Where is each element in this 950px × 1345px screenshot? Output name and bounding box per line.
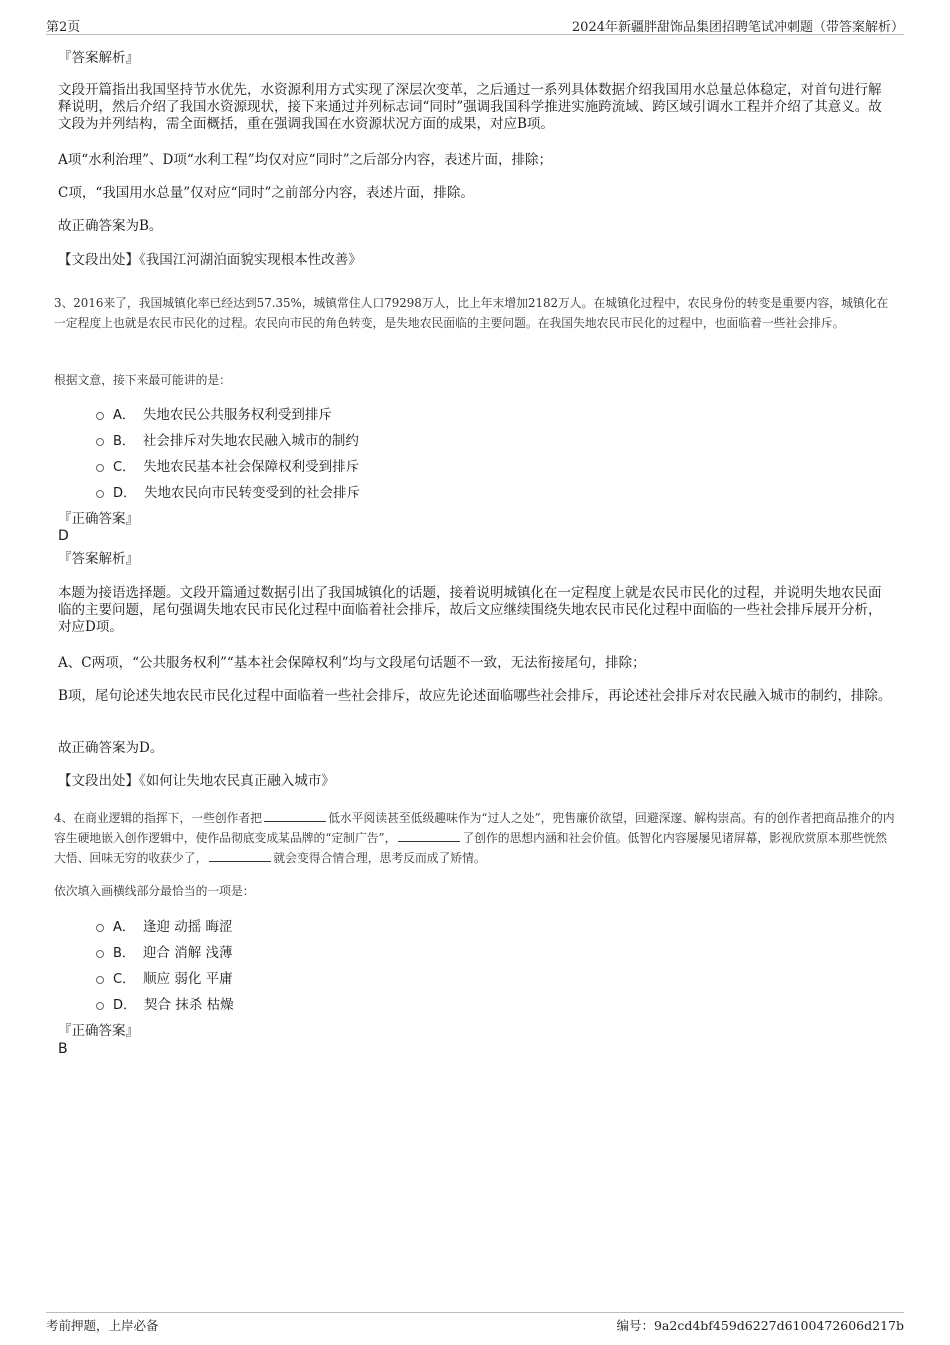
source-citation: 【文段出处】《我国江河湖泊面貌实现根本性改善》 bbox=[58, 252, 362, 268]
radio-icon[interactable] bbox=[96, 924, 104, 932]
option-d[interactable]: D． 失地农民向市民转变受到的社会排斥 bbox=[96, 478, 360, 504]
option-b[interactable]: B． 社会排斥对失地农民融入城市的制约 bbox=[96, 426, 360, 452]
option-a[interactable]: A． 失地农民公共服务权利受到排斥 bbox=[96, 400, 360, 426]
analysis-paragraph: A项“水利治理”、D项“水利工程”均仅对应“同时”之后部分内容，表述片面，排除； bbox=[58, 152, 552, 168]
radio-icon[interactable] bbox=[96, 464, 104, 472]
answer-blank bbox=[209, 850, 271, 862]
footer-slogan: 考前押题，上岸必备 bbox=[46, 1318, 159, 1333]
analysis-paragraph: 故正确答案为D。 bbox=[58, 740, 164, 756]
analysis-paragraph: C项，“我国用水总量”仅对应“同时”之前部分内容，表述片面，排除。 bbox=[58, 185, 474, 201]
analysis-paragraph: B项，尾句论述失地农民市民化过程中面临着一些社会排斥，故应先论述面临哪些社会排斥，再论述社会排斥对农民融入城市的制约，排除。 bbox=[58, 688, 892, 704]
analysis-paragraph: 文段开篇指出我国坚持节水优先，水资源利用方式实现了深层次变革，之后通过一系列具体数据介绍我国用水总量总体稳定，对首句进行解释说明，然后介绍了我国水资源现状，接下来通过并列标志词“同时”强调我国科学推进实施跨流域、跨区域引调水工程并介绍了其意义。故文段为并列结构，需全面概括，重在强调我国在水资源状况方面的成果，对应B项。 bbox=[58, 82, 882, 132]
analysis-paragraph: 本题为接语选择题。文段开篇通过数据引出了我国城镇化的话题，接着说明城镇化在一定程度上就是农民市民化的过程，并说明失地农民面临的主要问题，尾句强调失地农民市民化过程中面临着社会排斥，故后文应继续围绕失地农民市民化过程中面临的一些社会排斥展开分析，对应D项。 bbox=[58, 585, 882, 635]
correct-answer-label: 『正确答案』 bbox=[58, 511, 139, 527]
answer-blank bbox=[398, 830, 460, 842]
option-a[interactable]: A． 逢迎 动摇 晦涩 bbox=[96, 912, 234, 938]
page-number: 第2页 bbox=[46, 20, 81, 35]
option-c[interactable]: C． 顺应 弱化 平庸 bbox=[96, 964, 234, 990]
option-list bbox=[96, 400, 360, 504]
radio-icon[interactable] bbox=[96, 438, 104, 446]
analysis-label: 『答案解析』 bbox=[58, 551, 139, 567]
option-list bbox=[96, 912, 234, 1016]
option-b[interactable]: B． 迎合 消解 浅薄 bbox=[96, 938, 234, 964]
page-header bbox=[46, 14, 904, 35]
question-prompt: 根据文意，接下来最可能讲的是： bbox=[54, 373, 231, 387]
correct-answer-label: 『正确答案』 bbox=[58, 1023, 139, 1039]
radio-icon[interactable] bbox=[96, 1002, 104, 1010]
answer-blank bbox=[264, 810, 326, 822]
radio-icon[interactable] bbox=[96, 490, 104, 498]
radio-icon[interactable] bbox=[96, 950, 104, 958]
analysis-paragraph: 故正确答案为B。 bbox=[58, 218, 163, 234]
radio-icon[interactable] bbox=[96, 412, 104, 420]
source-citation: 【文段出处】《如何让失地农民真正融入城市》 bbox=[58, 773, 335, 789]
analysis-label: 『答案解析』 bbox=[58, 50, 139, 66]
correct-answer: B bbox=[58, 1041, 68, 1057]
question-stem: 3、2016来了，我国城镇化率已经达到57.35%，城镇常住人口79298万人，比上年末增加2182万人。在城镇化过程中，农民身份的转变是重要内容，城镇化在一定程度上也就是农民市民化的过程。农民向市民的角色转变，是失地农民面临的主要问题。在我国失地农民市民化的过程中，也面临着一些社会排斥。 bbox=[54, 296, 889, 330]
radio-icon[interactable] bbox=[96, 976, 104, 984]
question-stem: 4、在商业逻辑的指挥下，一些创作者把 低水平阅读甚至低级趣味作为“过人之处”，兜售廉价欲望，回避深邃、解构崇高。有的创作者把商品推介的内容生硬地嵌入创作逻辑中，使作品彻底变成某品牌的“定制广告”， 了创作的思想内涵和社会价值。低智化内容屡屡见诸屏幕，影视欣赏原本那些恍然大悟、回味无穷的收获少了， 就会变得合情合理，思考反而成了矫情。 bbox=[54, 811, 895, 865]
question-prompt: 依次填入画横线部分最恰当的一项是： bbox=[54, 884, 255, 898]
page-footer bbox=[46, 1312, 904, 1333]
document-id: 编号：9a2cd4bf459d6227d6100472606d217b bbox=[616, 1318, 904, 1333]
correct-answer: D bbox=[58, 528, 69, 544]
document-title: 2024年新疆胖甜饰品集团招聘笔试冲刺题（带答案解析） bbox=[571, 20, 904, 35]
option-d[interactable]: D． 契合 抹杀 枯燥 bbox=[96, 990, 234, 1016]
option-c[interactable]: C． 失地农民基本社会保障权利受到排斥 bbox=[96, 452, 360, 478]
analysis-paragraph: A、C两项，“公共服务权利”“基本社会保障权利”均与文段尾句话题不一致，无法衔接尾句，排除； bbox=[58, 655, 646, 671]
